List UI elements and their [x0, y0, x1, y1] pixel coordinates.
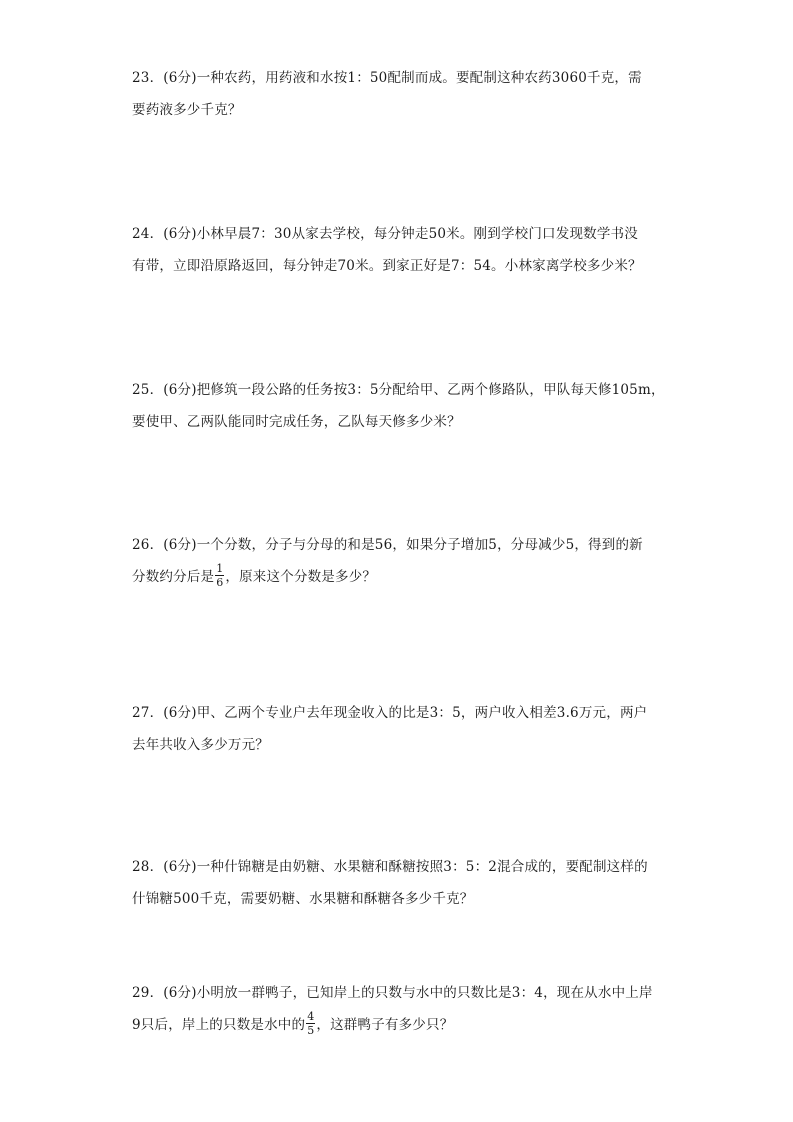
problem-26-text-after: ，原来这个分数是多少？ [225, 569, 377, 585]
problem-24-line-1: 24．(6分)小林早晨7：30从家去学校，每分钟走50米。刚到学校门口发现数学书没 [132, 226, 638, 242]
problem-29-text-after: ，这群鸭子有多少只？ [316, 1017, 454, 1033]
problem-28-line-2: 什锦糖500千克，需要奶糖、水果糖和酥糖各多少千克？ [132, 891, 474, 907]
fraction-numerator: 1 [216, 562, 224, 575]
problem-27-line-2: 去年共收入多少万元？ [132, 737, 269, 753]
problem-29-line-2 [132, 1009, 662, 1041]
problem-26 [132, 529, 662, 593]
fraction-one-sixth [215, 562, 224, 589]
problem-25-line-1: 25．(6分)把修筑一段公路的任务按3：5分配给甲、乙两个修路队，甲队每天修105m， [132, 382, 665, 398]
problem-29 [132, 977, 662, 1041]
problem-24-line-2: 有带，立即沿原路返回，每分钟走70米。到家正好是7：54。小林家离学校多少米？ [132, 258, 642, 274]
problem-29-text-before: 9只后，岸上的只数是水中的 [132, 1017, 306, 1033]
problem-26-line-2 [132, 561, 662, 593]
problem-26-text-before: 分数约分后是 [132, 569, 215, 585]
fraction-denominator: 6 [216, 576, 224, 589]
problem-28-line-1: 28．(6分)一种什锦糖是由奶糖、水果糖和酥糖按照3：5：2混合成的，要配制这样的 [132, 859, 648, 875]
problem-27-line-1: 27．(6分)甲、乙两个专业户去年现金收入的比是3：5，两户收入相差3.6万元，两户 [132, 705, 648, 721]
problem-28 [132, 851, 662, 915]
fraction-four-fifths [306, 1010, 315, 1037]
fraction-numerator: 4 [307, 1010, 315, 1023]
problem-24 [132, 218, 662, 282]
problem-26-line-1: 26．(6分)一个分数，分子与分母的和是56，如果分子增加5，分母减少5，得到的新 [132, 537, 643, 553]
problem-25-line-2: 要使甲、乙两队能同时完成任务，乙队每天修多少米？ [132, 414, 461, 430]
problem-23-line-1: 23．(6分)一种农药，用药液和水按1：50配制而成。要配制这种农药3060千克，需 [132, 70, 642, 86]
problem-27 [132, 697, 662, 761]
problem-29-line-1: 29．(6分)小明放一群鸭子，已知岸上的只数与水中的只数比是3：4，现在从水中上岸 [132, 985, 653, 1001]
problem-23 [132, 62, 662, 126]
problem-25 [132, 374, 665, 438]
problem-23-line-2: 要药液多少千克？ [132, 102, 242, 118]
fraction-denominator: 5 [307, 1024, 315, 1037]
